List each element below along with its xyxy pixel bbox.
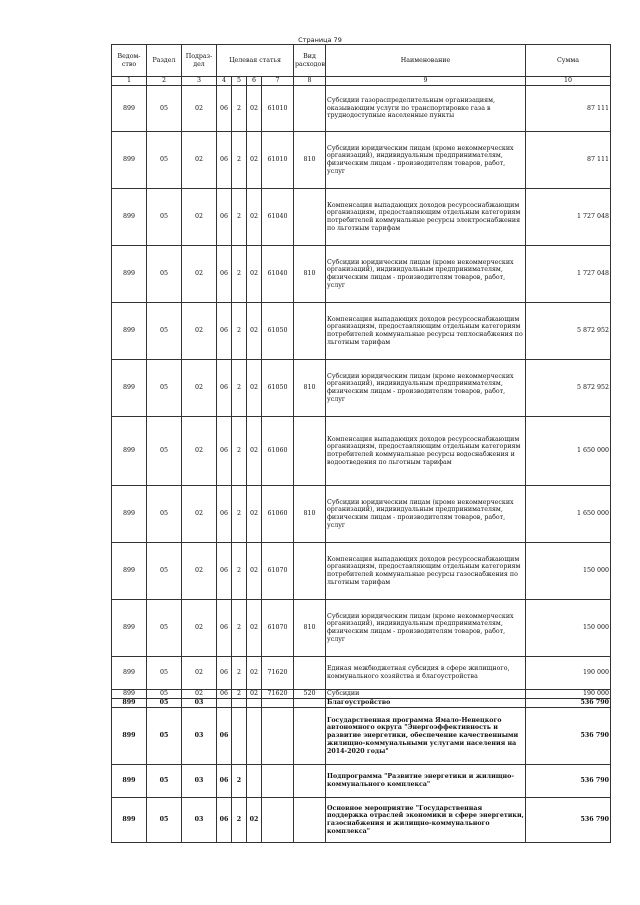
row-article-a: 06 xyxy=(217,765,232,798)
row-name: Субсидии юридическим лицам (кроме некоммерческих организаций), индивидуальным предпринимателям, физическим лицам - производителям товаров, работ, услуг xyxy=(326,600,526,657)
row-razdel: 05 xyxy=(147,360,182,417)
row-article-c xyxy=(247,708,262,765)
row-article-c: 02 xyxy=(247,360,262,417)
row-ved: 899 xyxy=(112,303,147,360)
row-vid: 810 xyxy=(294,486,326,543)
row-name: Субсидии xyxy=(326,690,526,699)
table-row xyxy=(112,360,611,417)
col-number: 8 xyxy=(294,77,326,86)
row-sum: 1 650 000 xyxy=(526,417,611,486)
row-ved: 899 xyxy=(112,798,147,843)
table-body xyxy=(112,86,611,843)
row-article-c: 02 xyxy=(247,86,262,132)
row-sum: 150 000 xyxy=(526,543,611,600)
row-article-c: 02 xyxy=(247,303,262,360)
row-article-b: 2 xyxy=(232,86,247,132)
col-number: 3 xyxy=(182,77,217,86)
row-name: Единая межбюджетная субсидия в сфере жилищного, коммунального хозяйства и благоустройства xyxy=(326,657,526,690)
row-ved: 899 xyxy=(112,486,147,543)
row-razdel: 05 xyxy=(147,189,182,246)
row-sum: 1 650 000 xyxy=(526,486,611,543)
row-razdel: 05 xyxy=(147,600,182,657)
row-article-b: 2 xyxy=(232,690,247,699)
row-vid xyxy=(294,303,326,360)
col-number: 2 xyxy=(147,77,182,86)
table-row xyxy=(112,86,611,132)
row-article-b xyxy=(232,708,247,765)
row-article-a: 06 xyxy=(217,708,232,765)
row-podrazdel: 02 xyxy=(182,303,217,360)
row-podrazdel: 02 xyxy=(182,246,217,303)
row-article-b: 2 xyxy=(232,657,247,690)
header-target-article: Целевая статья xyxy=(217,45,294,77)
row-article-b: 2 xyxy=(232,600,247,657)
row-article-a: 06 xyxy=(217,189,232,246)
row-article-c xyxy=(247,699,262,708)
row-article-c: 02 xyxy=(247,600,262,657)
table-row xyxy=(112,690,611,699)
row-sum: 536 790 xyxy=(526,798,611,843)
row-razdel: 05 xyxy=(147,699,182,708)
row-podrazdel: 02 xyxy=(182,86,217,132)
row-sum: 1 727 048 xyxy=(526,246,611,303)
row-article-b: 2 xyxy=(232,798,247,843)
row-article-b: 2 xyxy=(232,132,247,189)
row-article-code xyxy=(262,708,294,765)
row-razdel: 05 xyxy=(147,417,182,486)
row-vid xyxy=(294,699,326,708)
row-article-b: 2 xyxy=(232,765,247,798)
row-podrazdel: 02 xyxy=(182,657,217,690)
table-row xyxy=(112,543,611,600)
row-razdel: 05 xyxy=(147,690,182,699)
table-row xyxy=(112,417,611,486)
row-article-code: 71620 xyxy=(262,690,294,699)
row-article-code xyxy=(262,699,294,708)
row-vid xyxy=(294,798,326,843)
row-article-b: 2 xyxy=(232,417,247,486)
table-row xyxy=(112,708,611,765)
table-row xyxy=(112,600,611,657)
row-vid: 520 xyxy=(294,690,326,699)
row-razdel: 05 xyxy=(147,708,182,765)
table-row xyxy=(112,798,611,843)
row-article-c: 02 xyxy=(247,132,262,189)
row-vid: 810 xyxy=(294,600,326,657)
table-row xyxy=(112,132,611,189)
row-podrazdel: 02 xyxy=(182,417,217,486)
row-podrazdel: 03 xyxy=(182,765,217,798)
row-article-c: 02 xyxy=(247,543,262,600)
row-sum: 5 872 952 xyxy=(526,360,611,417)
row-sum: 150 000 xyxy=(526,600,611,657)
row-podrazdel: 02 xyxy=(182,600,217,657)
row-vid xyxy=(294,765,326,798)
row-name: Компенсация выпадающих доходов ресурсоснабжающим организациям, предоставляющим отдельным категориям потребителей коммунальные ресурсы электроснабжения по льготным тарифам xyxy=(326,189,526,246)
col-number: 6 xyxy=(247,77,262,86)
row-name: Субсидии газораспределительным организациям, оказывающим услуги по транспортировке газа в труднодоступные населенные пункты xyxy=(326,86,526,132)
row-article-code: 61060 xyxy=(262,417,294,486)
row-vid: 810 xyxy=(294,246,326,303)
row-vid xyxy=(294,543,326,600)
row-sum: 190 000 xyxy=(526,690,611,699)
row-name: Благоустройство xyxy=(326,699,526,708)
table-row xyxy=(112,189,611,246)
row-article-a: 06 xyxy=(217,543,232,600)
row-article-a: 06 xyxy=(217,798,232,843)
header-name: Наименование xyxy=(326,45,526,77)
header-razdel: Раздел xyxy=(147,45,182,77)
row-article-c: 02 xyxy=(247,189,262,246)
row-ved: 899 xyxy=(112,246,147,303)
row-article-a: 06 xyxy=(217,303,232,360)
row-ved: 899 xyxy=(112,765,147,798)
row-article-code: 61070 xyxy=(262,600,294,657)
row-razdel: 05 xyxy=(147,543,182,600)
col-number: 4 xyxy=(217,77,232,86)
row-podrazdel: 02 xyxy=(182,543,217,600)
row-sum: 87 111 xyxy=(526,86,611,132)
row-article-code: 61040 xyxy=(262,189,294,246)
row-article-code: 61010 xyxy=(262,132,294,189)
row-article-a xyxy=(217,699,232,708)
row-sum: 190 000 xyxy=(526,657,611,690)
row-vid xyxy=(294,657,326,690)
row-razdel: 05 xyxy=(147,246,182,303)
row-article-code: 61060 xyxy=(262,486,294,543)
row-article-b xyxy=(232,699,247,708)
row-article-a: 06 xyxy=(217,132,232,189)
row-article-code: 61070 xyxy=(262,543,294,600)
row-sum: 536 790 xyxy=(526,708,611,765)
row-article-a: 06 xyxy=(217,246,232,303)
row-article-c: 02 xyxy=(247,690,262,699)
row-razdel: 05 xyxy=(147,303,182,360)
header-podrazdel: Подраз-дел xyxy=(182,45,217,77)
table-row xyxy=(112,246,611,303)
row-article-c: 02 xyxy=(247,657,262,690)
row-podrazdel: 02 xyxy=(182,486,217,543)
row-razdel: 05 xyxy=(147,798,182,843)
table-row xyxy=(112,657,611,690)
col-number: 10 xyxy=(526,77,611,86)
row-sum: 87 111 xyxy=(526,132,611,189)
row-sum: 536 790 xyxy=(526,765,611,798)
row-razdel: 05 xyxy=(147,86,182,132)
page-title: Страница 79 xyxy=(298,36,342,44)
row-article-code xyxy=(262,798,294,843)
row-article-a: 06 xyxy=(217,600,232,657)
row-article-a: 06 xyxy=(217,417,232,486)
row-ved: 899 xyxy=(112,360,147,417)
row-sum: 536 790 xyxy=(526,699,611,708)
header-vid: Вид расходов xyxy=(294,45,326,77)
table-row xyxy=(112,699,611,708)
header-sum: Сумма xyxy=(526,45,611,77)
budget-table xyxy=(111,44,611,843)
row-article-a: 06 xyxy=(217,657,232,690)
row-article-code xyxy=(262,765,294,798)
row-ved: 899 xyxy=(112,699,147,708)
row-article-code: 61050 xyxy=(262,360,294,417)
row-article-a: 06 xyxy=(217,86,232,132)
row-ved: 899 xyxy=(112,189,147,246)
table-row xyxy=(112,486,611,543)
row-name: Субсидии юридическим лицам (кроме некоммерческих организаций), индивидуальным предпринимателям, физическим лицам - производителям товаров, работ, услуг xyxy=(326,486,526,543)
row-name: Государственная программа Ямало-Ненецкого автономного округа "Энергоэффективность и развитие энергетики, обеспечение качественными жилищно-коммунальными услугами населения на 2014-2020 годы" xyxy=(326,708,526,765)
row-podrazdel: 02 xyxy=(182,360,217,417)
row-podrazdel: 02 xyxy=(182,690,217,699)
row-vid: 810 xyxy=(294,132,326,189)
col-number: 9 xyxy=(326,77,526,86)
row-razdel: 05 xyxy=(147,657,182,690)
row-vid xyxy=(294,86,326,132)
row-ved: 899 xyxy=(112,600,147,657)
row-podrazdel: 03 xyxy=(182,699,217,708)
row-ved: 899 xyxy=(112,708,147,765)
row-name: Компенсация выпадающих доходов ресурсоснабжающим организациям, предоставляющим отдельным категориям потребителей коммунальные ресурсы газоснабжения по льготным тарифам xyxy=(326,543,526,600)
table-row xyxy=(112,765,611,798)
row-article-a: 06 xyxy=(217,360,232,417)
row-article-c: 02 xyxy=(247,798,262,843)
row-ved: 899 xyxy=(112,543,147,600)
row-name: Основное мероприятие "Государственная поддержка отраслей экономики в сфере энергетики, газоснабжения и жилищно-коммунального комплекса" xyxy=(326,798,526,843)
row-name: Субсидии юридическим лицам (кроме некоммерческих организаций), индивидуальным предпринимателям, физическим лицам - производителям товаров, работ, услуг xyxy=(326,132,526,189)
row-name: Субсидии юридическим лицам (кроме некоммерческих организаций), индивидуальным предпринимателям, физическим лицам - производителям товаров, работ, услуг xyxy=(326,246,526,303)
table-row xyxy=(112,303,611,360)
row-vid xyxy=(294,417,326,486)
row-ved: 899 xyxy=(112,417,147,486)
row-ved: 899 xyxy=(112,657,147,690)
row-ved: 899 xyxy=(112,132,147,189)
row-ved: 899 xyxy=(112,86,147,132)
row-article-b: 2 xyxy=(232,189,247,246)
row-article-b: 2 xyxy=(232,303,247,360)
row-article-c: 02 xyxy=(247,417,262,486)
row-podrazdel: 02 xyxy=(182,132,217,189)
row-vid xyxy=(294,189,326,246)
row-razdel: 05 xyxy=(147,765,182,798)
row-name: Компенсация выпадающих доходов ресурсоснабжающим организациям, предоставляющим отдельным категориям потребителей коммунальные ресурсы теплоснабжения по льготным тарифам xyxy=(326,303,526,360)
row-razdel: 05 xyxy=(147,132,182,189)
row-article-c: 02 xyxy=(247,246,262,303)
row-podrazdel: 03 xyxy=(182,708,217,765)
row-article-b: 2 xyxy=(232,543,247,600)
row-sum: 1 727 048 xyxy=(526,189,611,246)
row-article-b: 2 xyxy=(232,486,247,543)
row-article-code: 61040 xyxy=(262,246,294,303)
row-article-code: 61050 xyxy=(262,303,294,360)
row-article-b: 2 xyxy=(232,246,247,303)
row-article-code: 71620 xyxy=(262,657,294,690)
header-ved: Ведом-ство xyxy=(112,45,147,77)
row-podrazdel: 03 xyxy=(182,798,217,843)
row-article-c xyxy=(247,765,262,798)
row-razdel: 05 xyxy=(147,486,182,543)
row-vid xyxy=(294,708,326,765)
row-article-b: 2 xyxy=(232,360,247,417)
row-article-code: 61010 xyxy=(262,86,294,132)
row-podrazdel: 02 xyxy=(182,189,217,246)
row-article-c: 02 xyxy=(247,486,262,543)
row-name: Подпрограмма "Развитие энергетики и жилищно-коммунального комплекса" xyxy=(326,765,526,798)
col-number: 7 xyxy=(262,77,294,86)
row-name: Субсидии юридическим лицам (кроме некоммерческих организаций), индивидуальным предпринимателям, физическим лицам - производителям товаров, работ, услуг xyxy=(326,360,526,417)
row-vid: 810 xyxy=(294,360,326,417)
row-name: Компенсация выпадающих доходов ресурсоснабжающим организациям, предоставляющим отдельным категориям потребителей коммунальные ресурсы водоснабжения и водоотведения по льготным тарифам xyxy=(326,417,526,486)
col-number: 5 xyxy=(232,77,247,86)
row-article-a: 06 xyxy=(217,486,232,543)
row-sum: 5 872 952 xyxy=(526,303,611,360)
col-number: 1 xyxy=(112,77,147,86)
row-ved: 899 xyxy=(112,690,147,699)
row-article-a: 06 xyxy=(217,690,232,699)
